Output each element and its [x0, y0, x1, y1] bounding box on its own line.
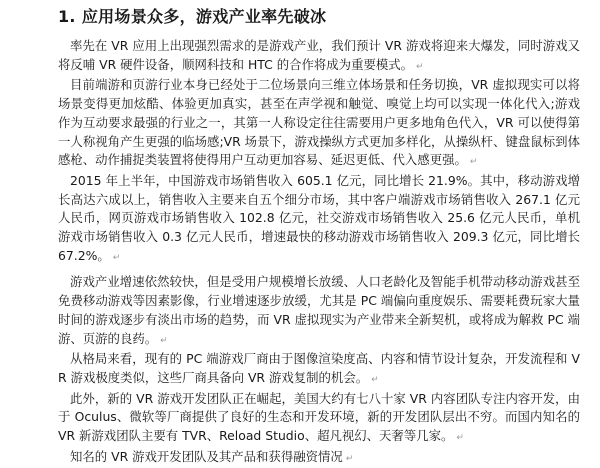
paragraph-mark-icon: ↵ [469, 157, 478, 168]
paragraph-vr-demand: 率先在 VR 应用上出现强烈需求的是游戏产业，我们预计 VR 游戏将迎来大爆发，同时游戏又将反哺 VR 硬件设备，顺网科技和 HTC 的合作将成为重要模式。 ↵ [58, 38, 580, 72]
paragraph-mark-icon: ↵ [371, 374, 379, 385]
section-heading [58, 6, 580, 28]
section-number: 1. [58, 7, 76, 26]
paragraph-growth-slowdown: 游戏产业增速依然较快，但是受用户规模增长放缓、人口老龄化及智能手机带动移动游戏甚至免费移动游戏等因素影像，行业增速逐步放缓，尤其是 PC 端偏向重度娱乐、需要耗费玩家大量时间的游戏逐步有淡出市场的趋势，而 VR 虚拟现实为产业带来全新契机，或将成为解救 PC 端游、页游的良药。 ↵ [58, 274, 580, 346]
paragraph-scene-switch: 目前端游和页游行业本身已经处于二位场景向三维立体场景和任务切换，VR 虚拟现实可以将场景变得更加炫酷、体验更加真实，甚至在声学视和触觉、嗅觉上均可以实现一体化代入;游戏作为互动要求最强的行业之一，其第一人称设定往往需要用户更多地角色代入，VR 可以使得第一人称视角产生更强的临场感;VR 场景下，游戏操纵方式更加多样化，从操纵杆、键盘鼠标到体感枪、动作捕捉类装置将使得用户互动更加容易、延迟更低、代入感更强。 ↵ [58, 77, 580, 168]
paragraph-mark-icon: ↵ [456, 433, 464, 444]
paragraph-new-teams: 此外，新的 VR 游戏开发团队正在崛起，美国大约有七八十家 VR 内容团队专注内容开发，由于 Oculus、微软等厂商提供了良好的生态和开发环境，新的开发团队层出不穷。而国内知名的 VR 新游戏团队主要有 TVR、Reload Studio、超凡视幻、天奢等几家。 ↵ [58, 390, 580, 444]
paragraph-market-revenue: 2015 年上半年，中国游戏市场销售收入 605.1 亿元，同比增长 21.9%。其中，移动游戏增长高达六成以上，销售收入主要来自五个细分市场，其中客户端游戏市场销售收入 267.1 亿元人民币，网页游戏市场销售收入 102.8 亿元，社交游戏市场销售收入 25.6 亿元人民币，单机游戏市场销售收入 0.3 亿元人民币，增速最快的移动游戏市场销售收入 209.3 亿元，同比增长 67.2%。 ↵ [58, 172, 580, 263]
paragraph-industry-pattern: 从格局来看，现有的 PC 端游戏厂商由于图像渲染度高、内容和情节设计复杂，开发流程和 VR 游戏极度类似，这些厂商具备向 VR 游戏复制的机会。 ↵ [58, 351, 580, 385]
paragraph-mark-icon: ↵ [416, 61, 424, 72]
paragraph-mark-icon: ↵ [160, 335, 168, 346]
paragraph-mark-icon: ↵ [112, 252, 121, 263]
paragraph-mark-icon: ↵ [345, 453, 354, 464]
section-title: 应用场景众多，游戏产业率先破冰 [81, 7, 327, 26]
paragraph-table-caption: 知名的 VR 游戏开发团队及其产品和获得融资情况 ↵ [70, 448, 354, 464]
